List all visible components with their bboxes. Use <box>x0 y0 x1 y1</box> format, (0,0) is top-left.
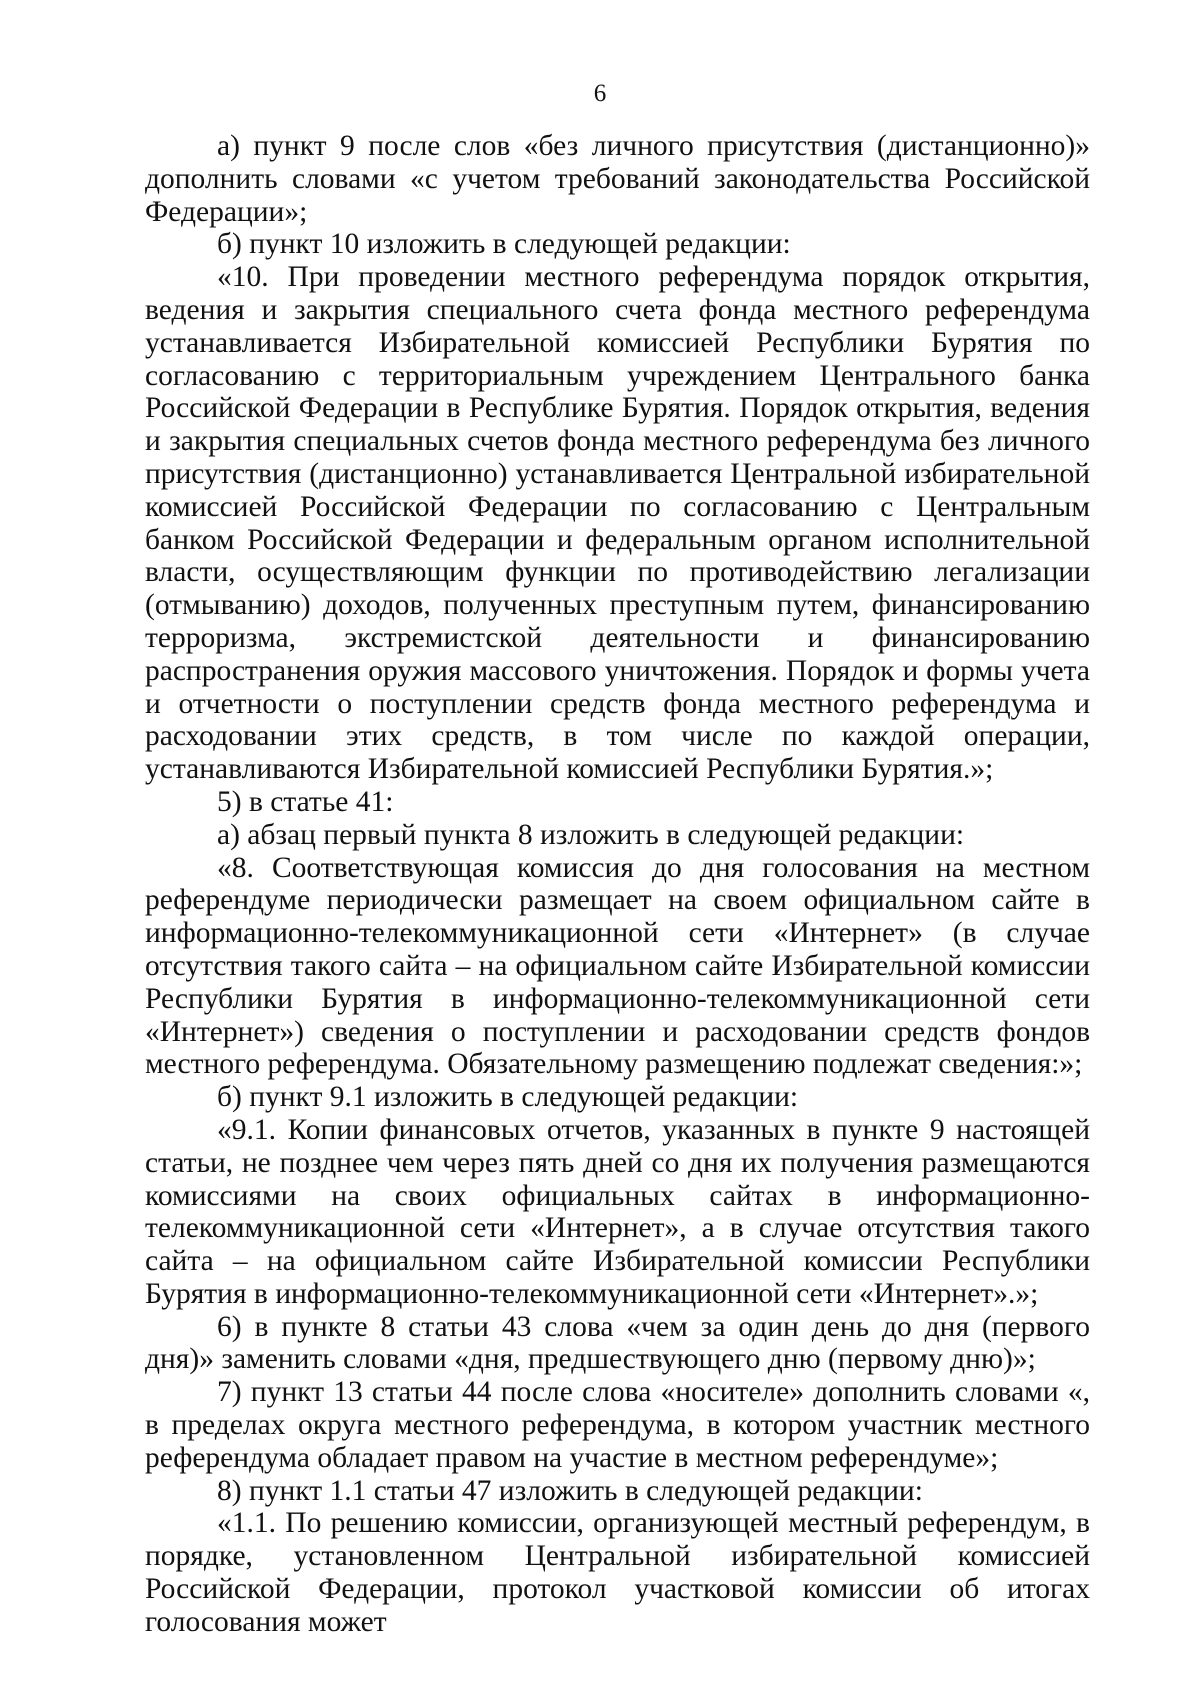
paragraph-10: 7) пункт 13 статьи 44 после слова «носителе» дополнить словами «, в пределах округа местного референдума, в котором участник местного референдума обладает правом на участие в местном референдуме»; <box>145 1376 1090 1474</box>
paragraph-2: б) пункт 10 изложить в следующей редакции: <box>217 228 791 261</box>
paragraph-5: а) абзац первый пункта 8 изложить в следующей редакции: <box>217 818 965 851</box>
paragraph-3: «10. При проведении местного референдума порядок открытия, ведения и закрытия специального счета фонда местного референдума устанавливается Избирательной комиссией Республики Бурятия по согласованию с территориальным учреждением Центрального банка Российской Федерации в Республике Бурятия. Порядок открытия, ведения и закрытия специальных счетов фонда местного референдума без личного присутствия (дистанционно) устанавливается Центральной избирательной комиссией Российской Федерации по согласованию с Центральным банком Российской Федерации и федеральным органом исполнительной власти, осуществляющим функции по противодействию легализации (отмыванию) доходов, полученных преступным путем, финансированию терроризма, экстремистской деятельности и финансированию распространения оружия массового уничтожения. Порядок и формы учета и отчетности о поступлении средств фонда местного референдума и расходовании этих средств, в том числе по каждой операции, устанавливаются Избирательной комиссией Республики Бурятия.»; <box>145 261 1090 786</box>
paragraph-9: 6) в пункте 8 статьи 43 слова «чем за один день до дня (первого дня)» заменить словами «дня, предшествующего дню (первому дню)»; <box>145 1310 1090 1376</box>
paragraph-8: «9.1. Копии финансовых отчетов, указанных в пункте 9 настоящей статьи, не позднее чем через пять дней со дня их получения размещаются комиссиями на своих официальных сайтах в информационно-телекоммуникационной сети «Интернет», а в случае отсутствия такого сайта – на официальном сайте Избирательной комиссии Республики Бурятия в информационно-телекоммуникационной сети «Интернет».»; <box>145 1113 1090 1310</box>
document-body <box>145 130 1090 1639</box>
paragraph-1: а) пункт 9 после слов «без личного присутствия (дистанционно)» дополнить словами «с учетом требований законодательства Российской Федерации»; <box>145 130 1090 228</box>
paragraph-7: б) пункт 9.1 изложить в следующей редакции: <box>217 1081 799 1114</box>
paragraph-11: 8) пункт 1.1 статьи 47 изложить в следующей редакции: <box>217 1474 923 1507</box>
paragraph-6: «8. Соответствующая комиссия до дня голосования на местном референдуме периодически размещает на своем официальном сайте в информационно-телекоммуникационной сети «Интернет» (в случае отсутствия такого сайта – на официальном сайте Избирательной комиссии Республики Бурятия в информационно-телекоммуникационной сети «Интернет») сведения о поступлении и расходовании средств фондов местного референдума. Обязательному размещению подлежат сведения:»; <box>145 851 1090 1081</box>
page-number: 6 <box>593 80 607 107</box>
paragraph-12: «1.1. По решению комиссии, организующей местный референдум, в порядке, установленном Центральной избирательной комиссией Российской Федерации, протокол участковой комиссии об итогах голосования может <box>145 1507 1090 1638</box>
paragraph-4: 5) в статье 41: <box>217 785 394 818</box>
